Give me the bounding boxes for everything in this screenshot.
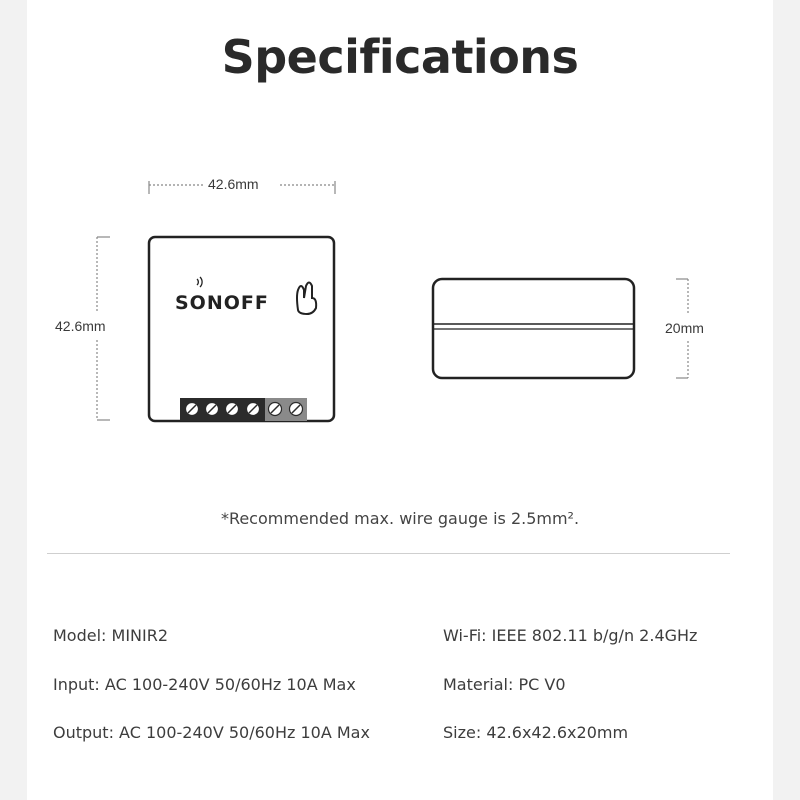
device-front-view <box>149 237 334 421</box>
spec-material: Material: PC V0 <box>443 675 566 694</box>
width-label: 42.6mm <box>208 176 259 192</box>
device-side-view <box>433 279 634 378</box>
section-divider <box>47 553 730 554</box>
brand-logo: SONOFF <box>175 292 269 314</box>
depth-label: 20mm <box>665 320 704 336</box>
spec-wifi: Wi-Fi: IEEE 802.11 b/g/n 2.4GHz <box>443 626 698 645</box>
spec-size: Size: 42.6x42.6x20mm <box>443 723 629 742</box>
spec-model: Model: MINIR2 <box>53 626 169 645</box>
spec-output: Output: AC 100-240V 50/60Hz 10A Max <box>53 723 370 742</box>
height-label: 42.6mm <box>55 318 106 334</box>
wire-gauge-note: *Recommended max. wire gauge is 2.5mm². <box>220 509 580 528</box>
spec-input: Input: AC 100-240V 50/60Hz 10A Max <box>53 675 356 694</box>
page-title: Specifications <box>221 30 579 84</box>
